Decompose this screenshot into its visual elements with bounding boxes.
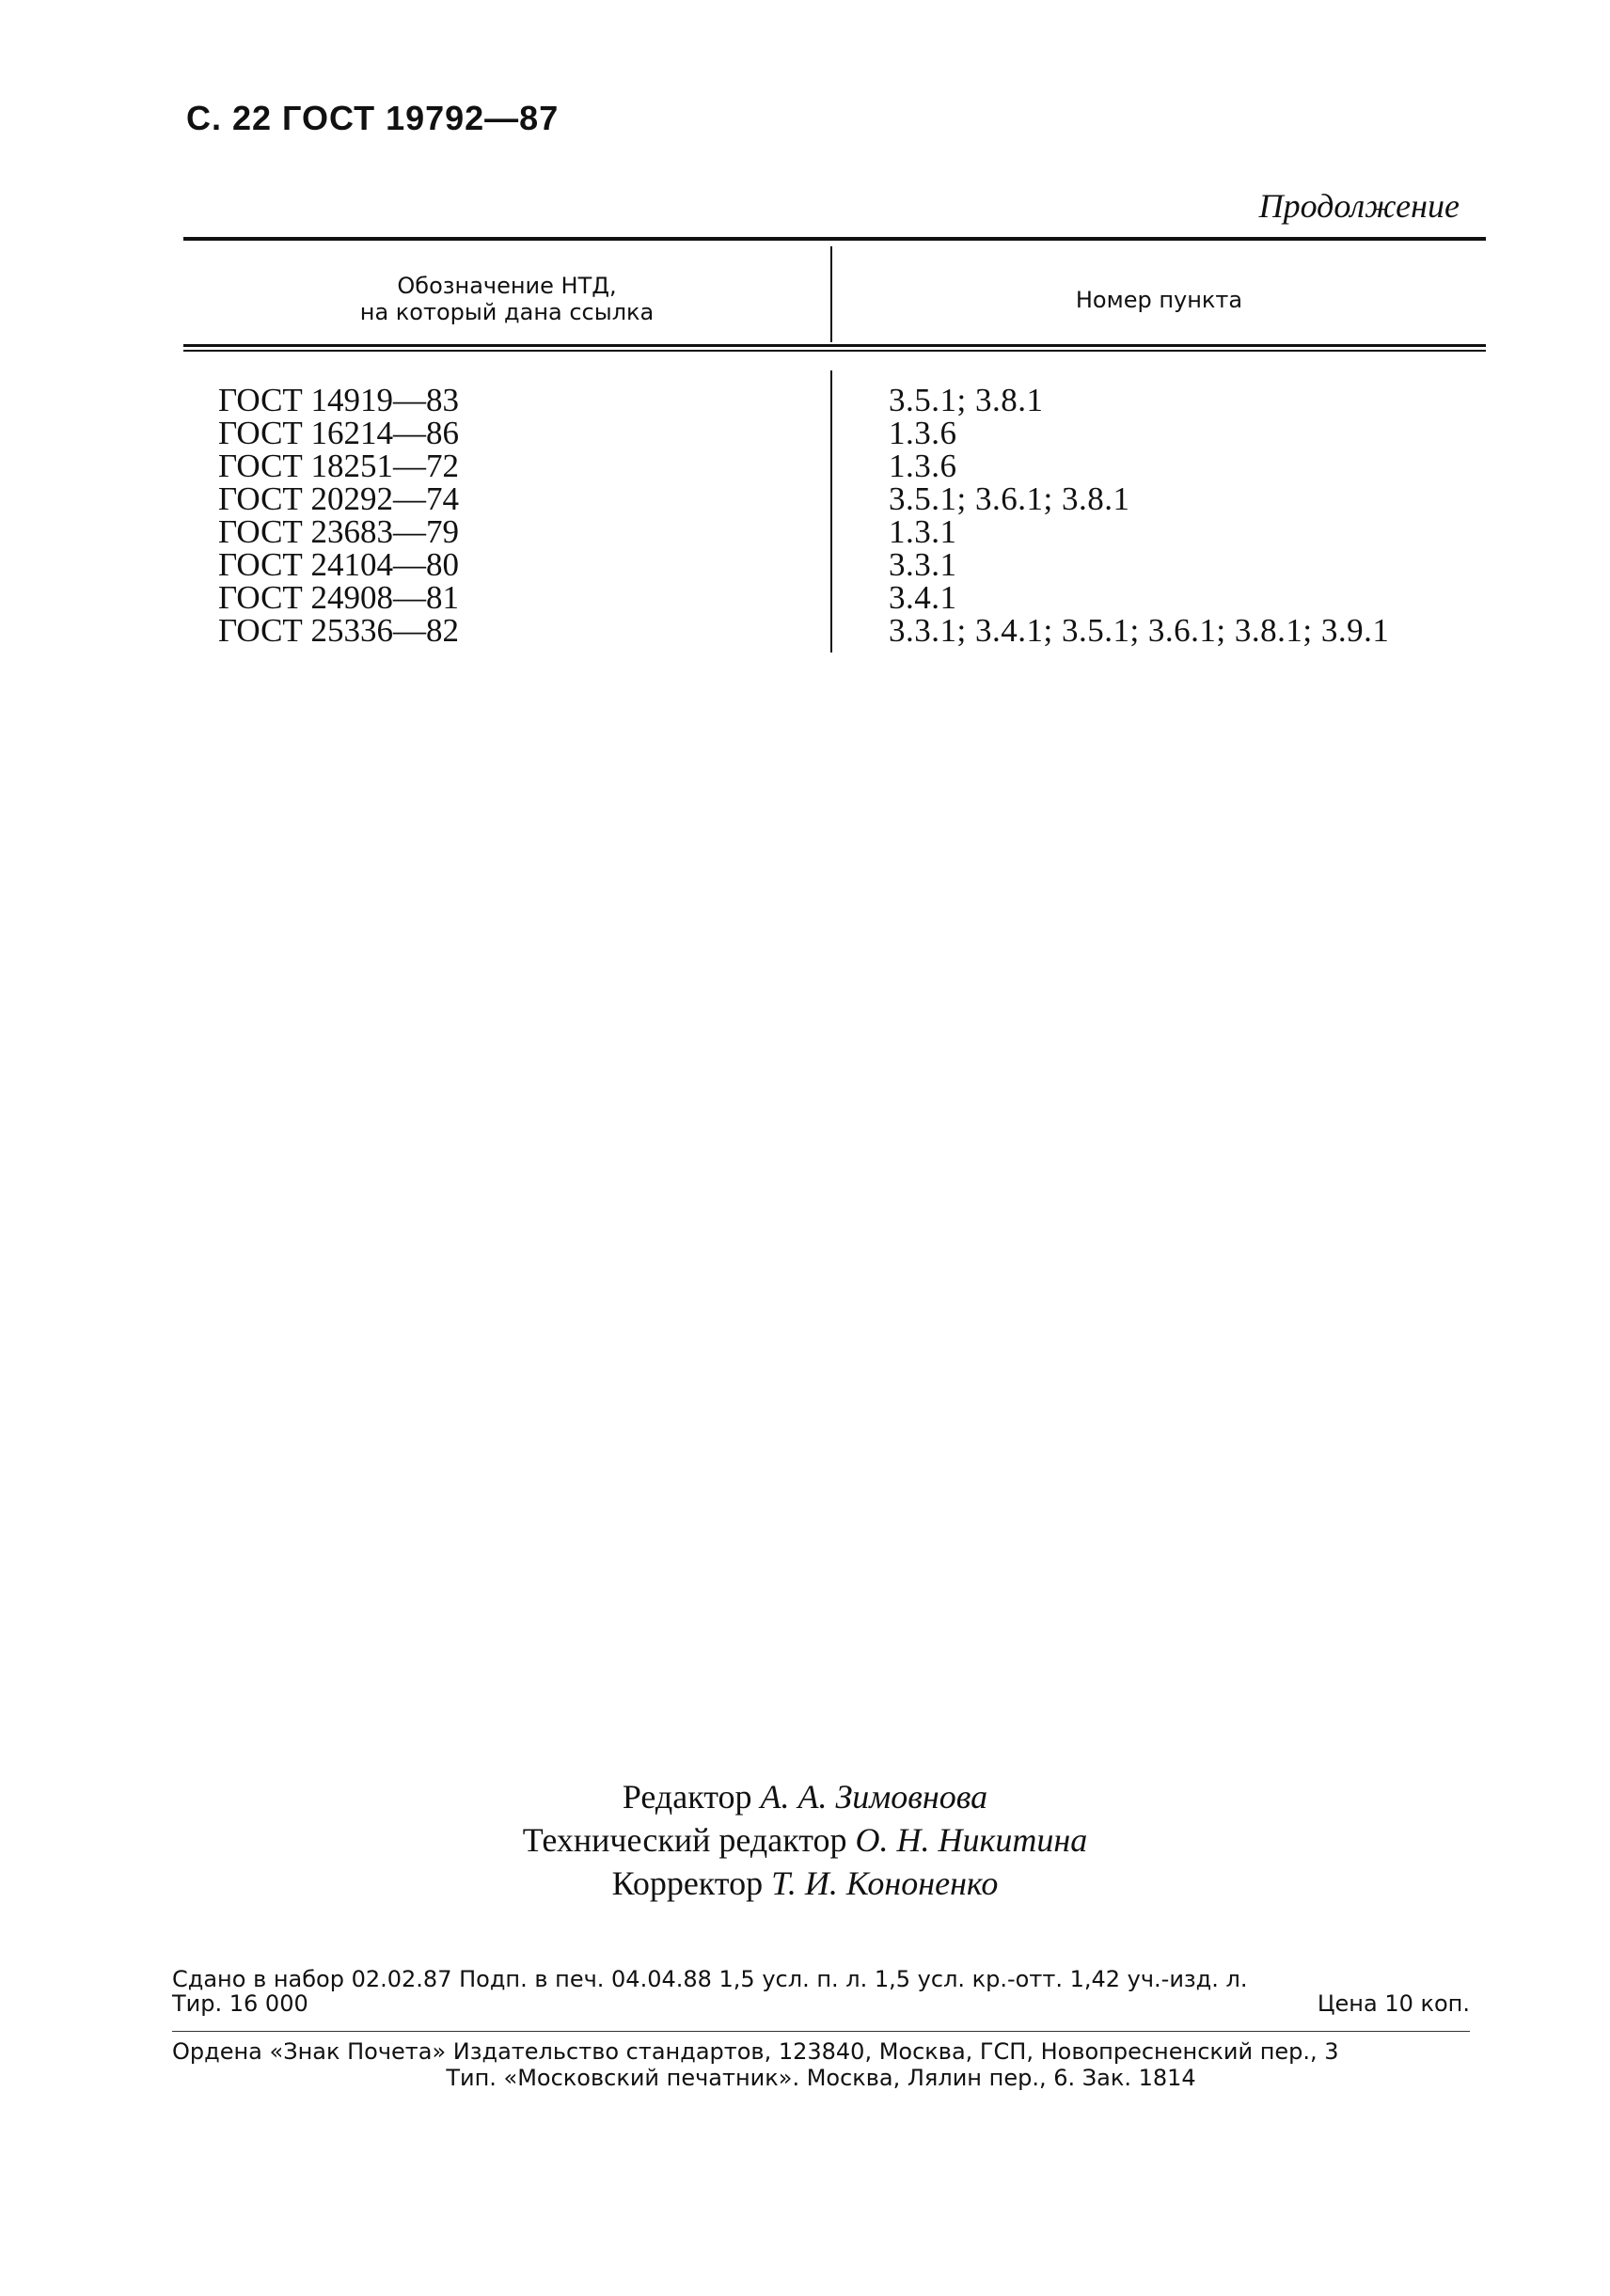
imprint <box>172 1967 1470 2016</box>
table-header-doc-line2: на который дана ссылка <box>359 299 655 325</box>
row-doc: ГОСТ 16214—86 <box>218 415 460 451</box>
credit-editor <box>0 1775 1610 1818</box>
editorial-credits <box>0 1775 1610 1905</box>
row-doc: ГОСТ 14919—83 <box>218 382 460 418</box>
credit-corrector-role: Корректор <box>611 1864 764 1902</box>
row-doc: ГОСТ 24104—80 <box>218 546 460 583</box>
table-header-rule <box>183 344 1486 352</box>
publisher-line2: Тип. «Московский печатник». Москва, Лялин пер., 6. Зак. 1814 <box>446 2065 1196 2091</box>
table-header-doc-line1: Обозначение НТД, <box>397 273 617 299</box>
imprint-divider <box>172 2031 1470 2032</box>
credit-tech-editor <box>0 1818 1610 1862</box>
table-row <box>0 384 1610 417</box>
row-doc: ГОСТ 18251—72 <box>218 448 460 484</box>
row-items: 1.3.6 <box>889 415 957 451</box>
publisher-info <box>172 2038 1470 2091</box>
publisher-line1: Ордена «Знак Почета» Издательство стандартов, 123840, Москва, ГСП, Новопресненский пер., 3 <box>172 2038 1339 2065</box>
row-items: 1.3.1 <box>889 513 957 550</box>
credit-corrector-name: Т. И. Кононенко <box>771 1864 999 1902</box>
row-items: 3.5.1; 3.8.1 <box>889 382 1044 418</box>
continuation-label: Продолжение <box>1258 187 1460 225</box>
page-header: С. 22 ГОСТ 19792—87 <box>186 99 560 137</box>
credit-tech-editor-name: О. Н. Никитина <box>855 1821 1088 1859</box>
row-items: 3.3.1; 3.4.1; 3.5.1; 3.6.1; 3.8.1; 3.9.1 <box>889 612 1390 649</box>
table-header-doc <box>183 273 830 325</box>
row-items: 3.3.1 <box>889 546 957 583</box>
table-row <box>0 581 1610 614</box>
table-top-rule <box>183 237 1486 241</box>
row-doc: ГОСТ 20292—74 <box>218 480 460 517</box>
row-items: 3.5.1; 3.6.1; 3.8.1 <box>889 480 1130 517</box>
table-row <box>0 515 1610 548</box>
row-doc: ГОСТ 24908—81 <box>218 579 460 616</box>
credit-editor-role: Редактор <box>622 1778 752 1816</box>
credit-editor-name: А. А. Зимовнова <box>760 1778 988 1816</box>
table-row <box>0 548 1610 581</box>
row-items: 1.3.6 <box>889 448 957 484</box>
credit-corrector <box>0 1862 1610 1905</box>
table-body <box>0 384 1610 647</box>
credit-tech-editor-role: Технический редактор <box>522 1821 847 1859</box>
row-items: 3.4.1 <box>889 579 957 616</box>
imprint-line2 <box>172 1991 1470 2016</box>
table-row <box>0 417 1610 449</box>
table-row <box>0 482 1610 515</box>
row-doc: ГОСТ 23683—79 <box>218 513 460 550</box>
imprint-circulation: Тир. 16 000 <box>172 1990 308 2017</box>
imprint-line1: Сдано в набор 02.02.87 Подп. в печ. 04.04.88 1,5 усл. п. л. 1,5 усл. кр.-отт. 1,42 уч.-изд. л. <box>172 1966 1248 1992</box>
table-header-item: Номер пункта <box>1075 287 1243 313</box>
row-doc: ГОСТ 25336—82 <box>218 612 460 649</box>
table-row <box>0 449 1610 482</box>
table-row <box>0 614 1610 647</box>
imprint-price: Цена 10 коп. <box>1317 1990 1470 2017</box>
